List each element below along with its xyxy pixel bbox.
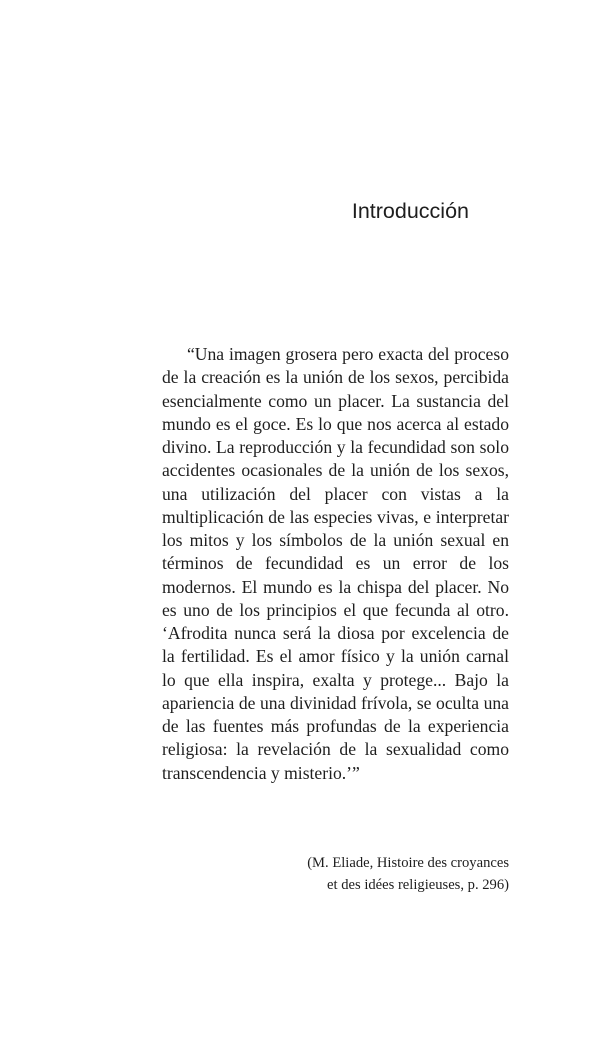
epigraph-citation <box>307 852 509 896</box>
chapter-title: Introducción <box>351 199 469 223</box>
citation-line-2: et des idées religieuses, p. 296) <box>327 877 509 893</box>
epigraph-quote: “Una imagen grosera pero exacta del proceso de la creación es la unión de los sexos, percibida esencialmente como un placer. La sustancia del mundo es el goce. Es lo que nos acerca al estado divino. La reproducción y la fecundidad son solo accidentes ocasionales de la unión de los sexos, una utilización del placer con vistas a la multiplicación de las especies vivas, e interpretar los mitos y los símbolos de la unión sexual en términos de fecundidad es un error de los modernos. El mundo es la chispa del placer. No es uno de los principios el que fecunda al otro. ‘Afrodita nunca será la diosa por excelencia de la fertilidad. Es el amor físico y la unión carnal lo que ella inspira, exalta y protege... Bajo la apariencia de una divinidad frívola, se oculta una de las fuentes más profundas de la experiencia religiosa: la revelación de la sexualidad como transcendencia y misterio.’” <box>162 344 509 783</box>
citation-line-1: (M. Eliade, Histoire des croyances <box>307 855 509 871</box>
